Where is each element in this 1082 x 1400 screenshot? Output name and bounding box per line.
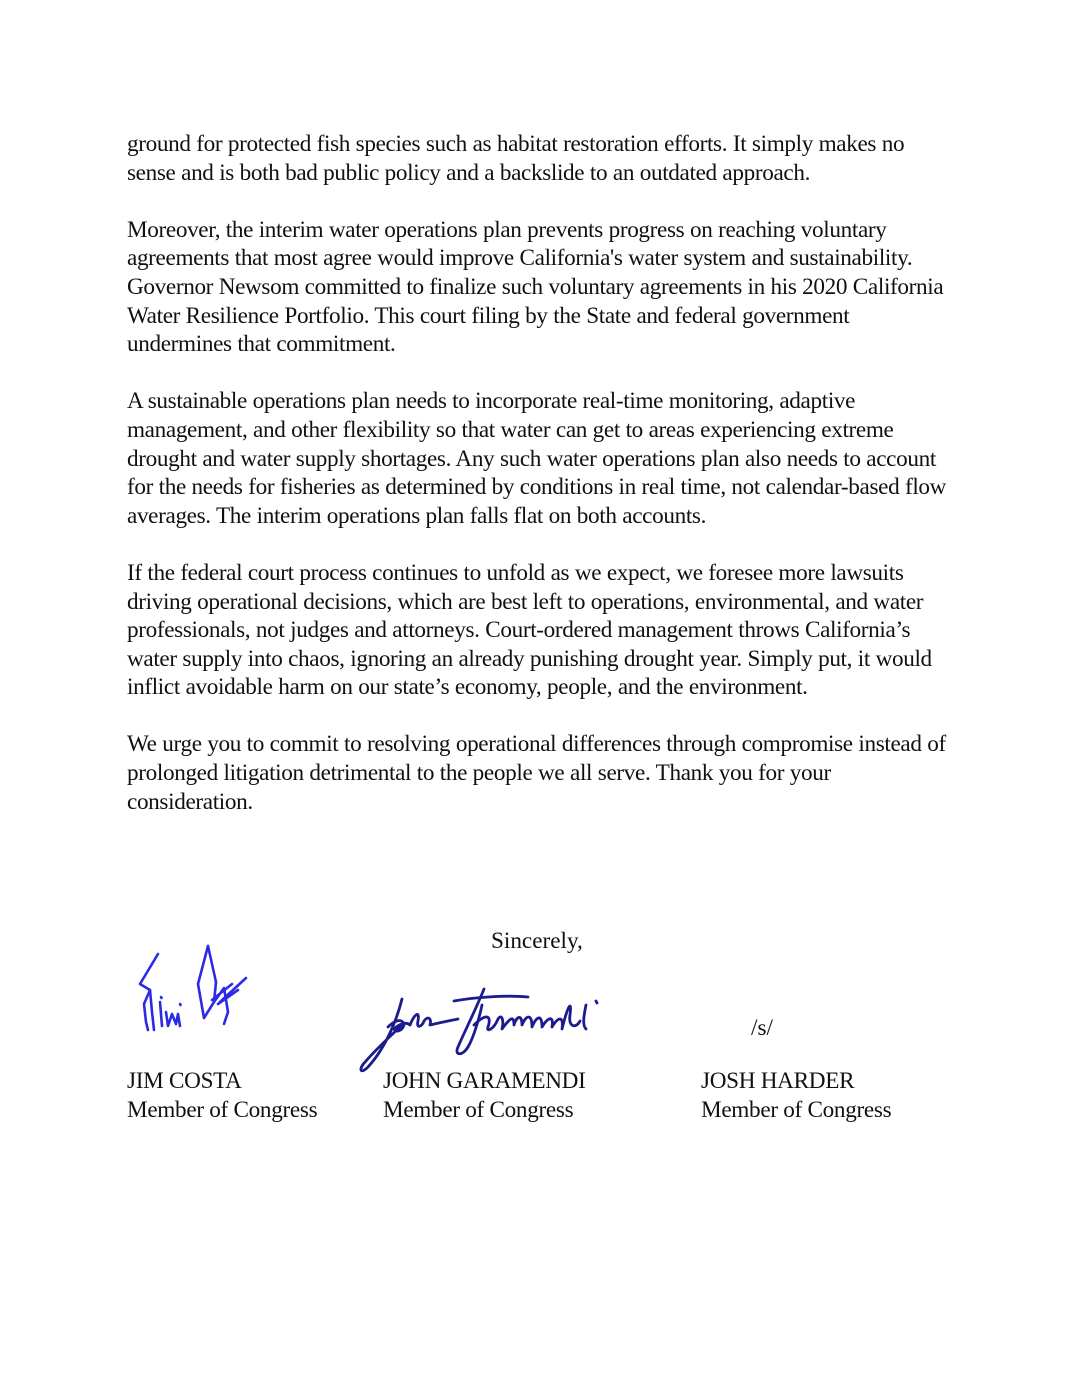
signatory-title: Member of Congress (127, 1096, 318, 1123)
paragraph-urge-compromise: We urge you to commit to resolving operational differences through compromise instead of prolonged litigation detrimental to the people we all serve. Thank you for your consideration. (127, 731, 946, 815)
paragraph-habitat: ground for protected fish species such as habitat restoration efforts. It simply makes no sense and is both bad public policy and a backslide to an outdated approach. (127, 131, 905, 186)
paragraph-sustainable-operations: A sustainable operations plan needs to incorporate real-time monitoring, adaptive management, and other flexibility so that water can get to areas experiencing extreme drought and water supply shortages. Any such water operations plan also needs to account for the needs for fisheries as determined by conditions in real time, not calendar-based flow averages. The interim operations plan falls flat on both accounts. (127, 388, 947, 529)
paragraph-court-process: If the federal court process continues to unfold as we expect, we foresee more lawsuits driving operational decisions, which are best left to operations, environmental, and water professionals, not judges and attorneys. Court-ordered management throws California’s water supply into chaos, ignoring an already punishing drought year. Simply put, it would inflict avoidable harm on our state’s economy, people, and the environment. (127, 559, 932, 701)
signatory-name: JOSH HARDER (701, 1068, 855, 1094)
signatory-costa (127, 1067, 317, 1124)
costa-signature-icon (128, 942, 248, 1032)
closing-salutation: Sincerely, (491, 928, 583, 954)
signatory-name: JOHN GARAMENDI (383, 1068, 586, 1094)
signatory-title: Member of Congress (701, 1096, 892, 1123)
signatory-harder (701, 1067, 891, 1124)
signatory-title: Member of Congress (383, 1096, 574, 1123)
letter-body (127, 130, 957, 845)
garamendi-signature-icon (358, 985, 643, 1075)
signatory-garamendi (383, 1067, 586, 1124)
paragraph-voluntary-agreements: Moreover, the interim water operations plan prevents progress on reaching voluntary agreements that most agree would improve California's water system and sustainability. Governor Newsom committed to finalize such voluntary agreements in his 2020 California Water Resilience Portfolio. This court filing by the State and federal government undermines that commitment. (127, 216, 944, 358)
signatory-name: JIM COSTA (127, 1068, 242, 1094)
harder-signature-mark: /s/ (751, 1015, 773, 1041)
